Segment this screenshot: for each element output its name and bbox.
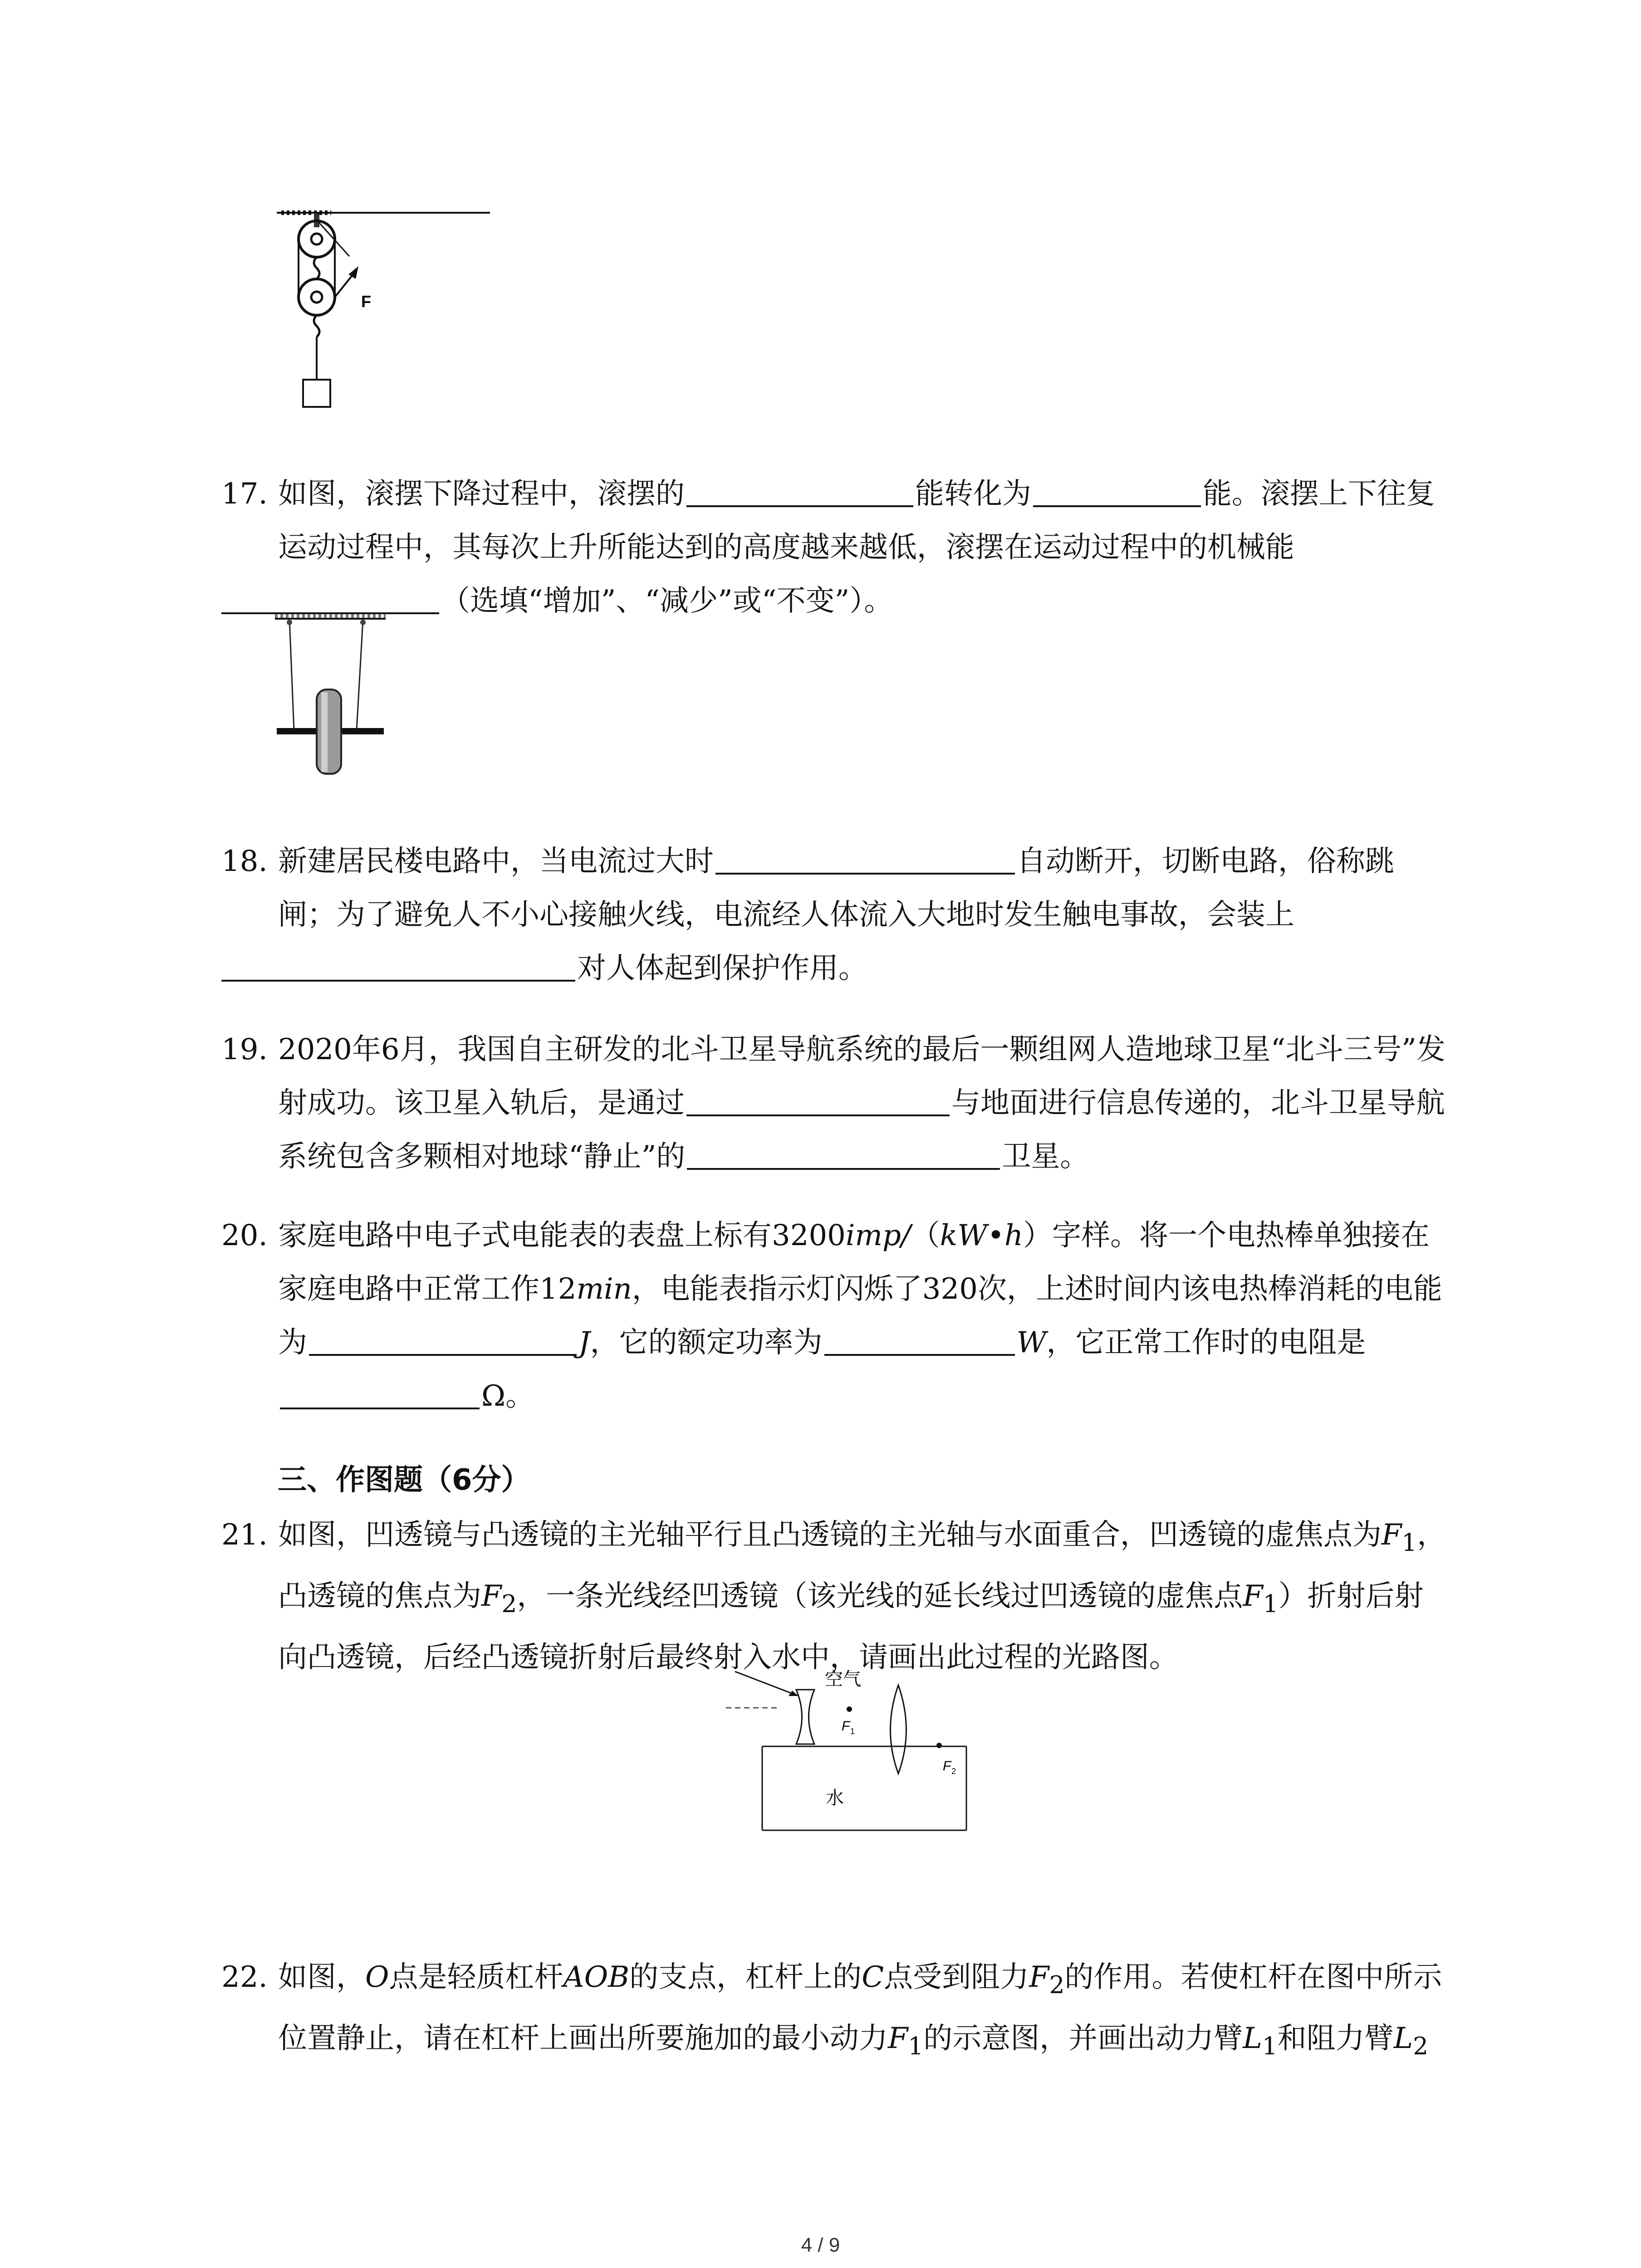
answer-blank[interactable] — [686, 479, 913, 507]
question-22: 22. 如图，O点是轻质杠杆AOB的支点，杠杆上的C点受到阻力$F_2$的作用。若使杠杆在图中所示位置静止，请在杠杆上画出所要施加的最小动力$F_1$的示意图，并画出动力臂$L_1$和阻力臂$L_2$ — [221, 1950, 1446, 2073]
page-number: 4 / 9 — [801, 2234, 840, 2256]
question-number: 22. — [221, 1960, 268, 1994]
f2-label: F — [943, 1759, 951, 1774]
answer-blank[interactable] — [687, 1142, 1000, 1170]
answer-blank[interactable] — [1033, 479, 1201, 507]
force-label-f: F — [361, 292, 371, 311]
question-number: 21. — [221, 1518, 268, 1552]
question-number: 20. — [221, 1219, 268, 1252]
question-number: 19. — [221, 1033, 268, 1066]
maxwell-wheel-figure — [272, 612, 390, 776]
answer-blank[interactable] — [309, 1328, 577, 1356]
water-label: 水 — [826, 1788, 844, 1808]
question-number: 17. — [221, 477, 268, 511]
answer-blank[interactable] — [686, 1088, 950, 1116]
question-20: 20. 家庭电路中电子式电能表的表盘上标有3200imp/（kW•h）字样。将一个电热棒单独接在家庭电路中正常工作12min，电能表指示灯闪烁了320次，上述时间内该电热棒消耗的电能为 J，它的额定功率为 W，它正常工作时的电阻是Ω。 — [221, 1209, 1446, 1423]
answer-blank[interactable] — [221, 953, 575, 982]
f2-sub-label: 2 — [951, 1767, 956, 1776]
f1-sub-label: 1 — [850, 1727, 855, 1736]
air-label: 空气 — [825, 1669, 861, 1689]
answer-blank[interactable] — [280, 1381, 480, 1409]
section-header: 三、作图题（6分） — [278, 1463, 530, 1497]
answer-blank[interactable] — [824, 1328, 1015, 1356]
question-number: 18. — [221, 845, 268, 878]
question-21: 21. 如图，凹透镜与凸透镜的主光轴平行且凸透镜的主光轴与水面重合，凹透镜的虚焦点为$F_1$，凸透镜的焦点为$F_2$，一条光线经凹透镜（该光线的延长线过凹透镜的虚焦点$F_1$）折射后射向凸透镜，后经凸透镜折射后最终射入水中，请画出此过程的光路图。 — [221, 1508, 1446, 1684]
pulley-figure — [272, 206, 499, 424]
answer-blank[interactable] — [715, 846, 1015, 875]
f1-label: F — [842, 1719, 850, 1734]
question-18: 18. 新建居民楼电路中，当电流过大时 自动断开，切断电路，俗称跳闸；为了避免人不小心接触火线，电流经人体流入大地时发生触电事故，会装上 对人体起到保护作用。 — [221, 835, 1446, 995]
question-17: 17. 如图，滚摆下降过程中，滚摆的 能转化为 能。滚摆上下往复运动过程中，其每次上升所能达到的高度越来越低，滚摆在运动过程中的机械能 （选填“增加”、“减少”或“不变”）。 — [221, 467, 1446, 628]
lens-figure — [726, 1662, 980, 1835]
question-19: 19. 2020年6月，我国自主研发的北斗卫星导航系统的最后一颗组网人造地球卫星“北斗三号”发射成功。该卫星入轨后，是通过 与地面进行信息传递的，北斗卫星导航系统包含多颗相对地球“静止”的 卫星。 — [221, 1023, 1446, 1183]
answer-blank[interactable] — [221, 586, 439, 614]
